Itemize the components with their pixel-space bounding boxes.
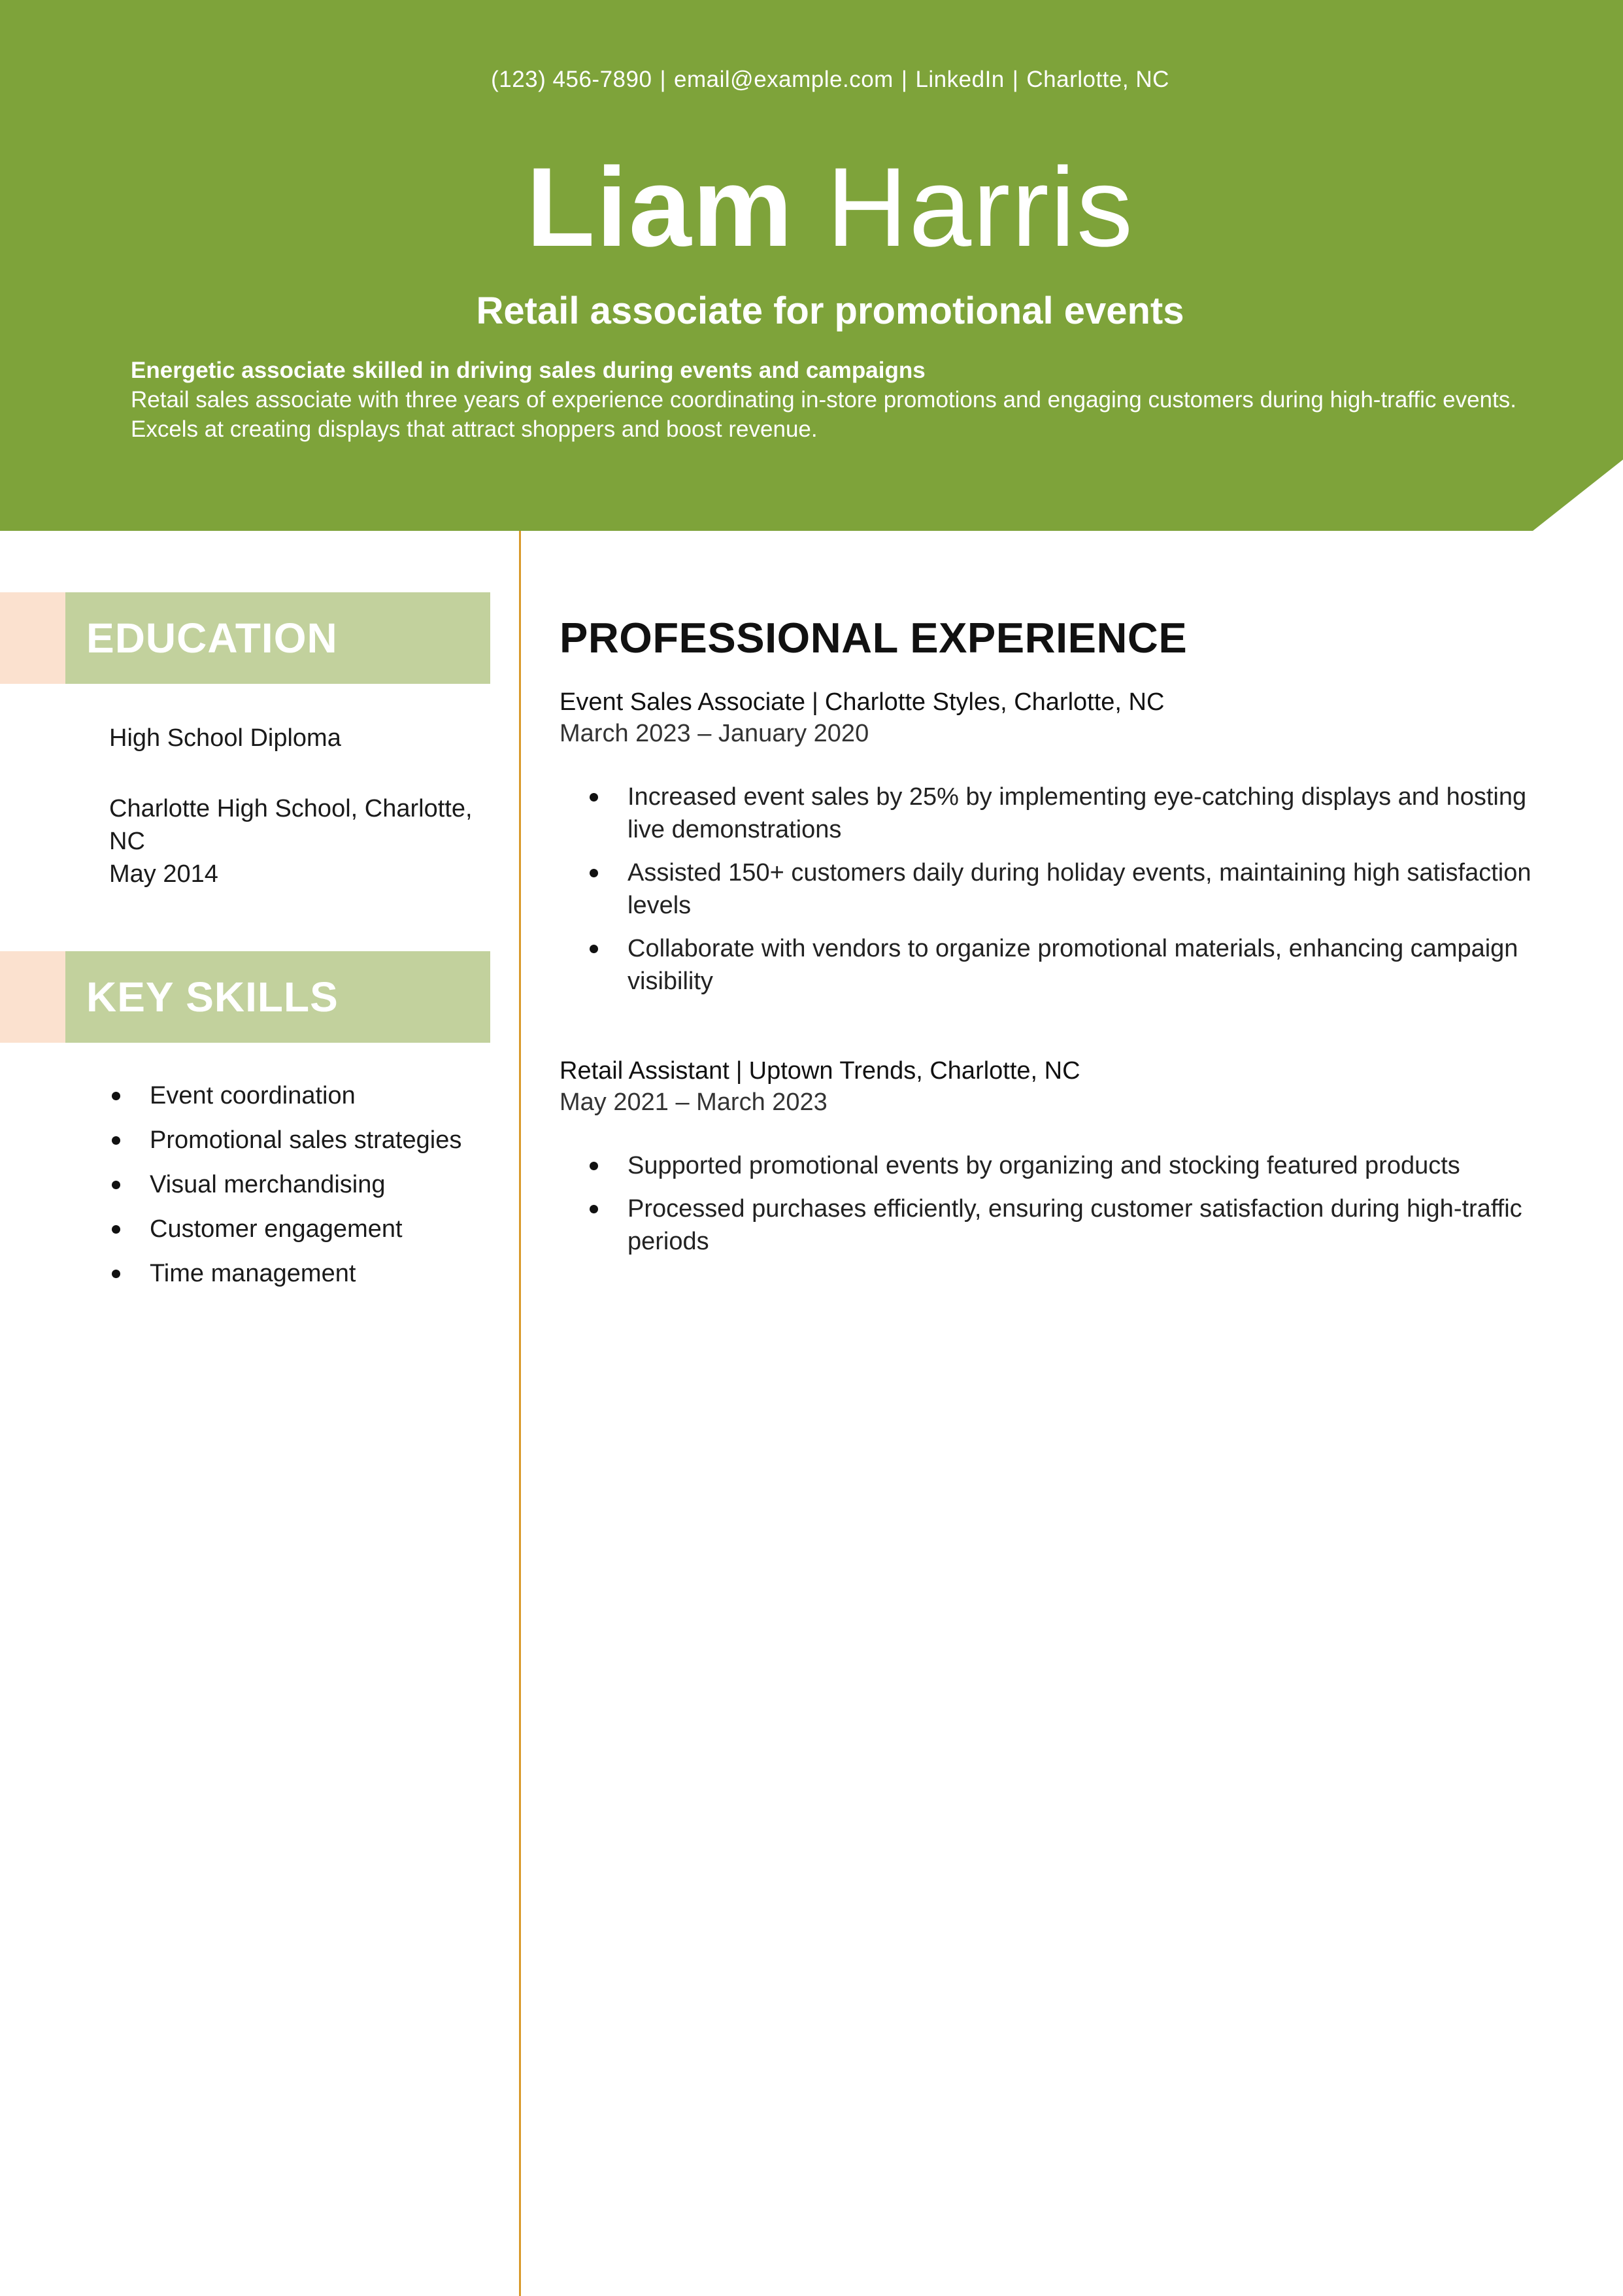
- section-accent-block: [0, 951, 65, 1043]
- candidate-name: [0, 145, 1623, 269]
- job-company: Uptown Trends, Charlotte, NC: [748, 1057, 1080, 1085]
- bullet-icon: [112, 1136, 120, 1145]
- bullet-icon: [590, 945, 598, 953]
- contact-linkedin: LinkedIn: [915, 67, 1005, 92]
- job-bullet: [560, 1149, 1553, 1182]
- bullet-icon: [112, 1270, 120, 1278]
- job-bullet: [560, 1192, 1553, 1258]
- bullet-icon: [112, 1225, 120, 1234]
- job-bullet-text: Collaborate with vendors to organize promotional materials, enhancing campaign visibility: [627, 935, 1518, 995]
- last-name: Harris: [826, 144, 1134, 270]
- contact-separator: |: [660, 67, 667, 92]
- job-dates: March 2023 – January 2020: [560, 720, 869, 747]
- job-role: Retail Assistant: [560, 1057, 729, 1085]
- contact-phone: (123) 456-7890: [491, 67, 652, 92]
- section-accent-block: [0, 592, 65, 684]
- skill-label: Visual merchandising: [150, 1171, 386, 1198]
- contact-line: [0, 67, 1623, 93]
- skill-label: Event coordination: [150, 1082, 356, 1109]
- bullet-icon: [112, 1181, 120, 1189]
- bullet-icon: [590, 1162, 598, 1170]
- skill-item: [109, 1257, 461, 1302]
- contact-separator: |: [901, 67, 908, 92]
- job-entry: [560, 686, 1553, 1008]
- job-entry: [560, 1055, 1553, 1268]
- summary-body: Retail sales associate with three years of experience coordinating in-store promotions and engaging customers during high-traffic events. Excels at creating displays that attract shoppers and boost revenue.: [131, 387, 1516, 442]
- job-header: [560, 686, 1553, 718]
- job-bullet-text: Processed purchases efficiently, ensuring customer satisfaction during high-traffic periods: [627, 1195, 1522, 1255]
- bullet-icon: [590, 869, 598, 877]
- job-role: Event Sales Associate: [560, 688, 805, 716]
- contact-location: Charlotte, NC: [1026, 67, 1169, 92]
- education-heading: EDUCATION: [86, 615, 338, 662]
- job-company: Charlotte Styles, Charlotte, NC: [824, 688, 1165, 716]
- experience-heading: PROFESSIONAL EXPERIENCE: [560, 614, 1188, 662]
- column-divider: [519, 531, 521, 2296]
- skill-item: [109, 1168, 461, 1213]
- first-name: Liam: [526, 144, 794, 270]
- job-separator: |: [735, 1057, 743, 1085]
- education-section-header: [0, 592, 490, 684]
- job-bullets: [560, 1149, 1553, 1258]
- skills-section-header: [0, 951, 490, 1043]
- bullet-icon: [590, 1205, 598, 1213]
- skills-heading: KEY SKILLS: [86, 973, 339, 1021]
- summary-headline: Energetic associate skilled in driving sales during events and campaigns: [131, 358, 926, 383]
- job-separator: |: [812, 688, 818, 716]
- resume-header: [0, 0, 1623, 531]
- skills-list: [109, 1079, 461, 1302]
- education-degree: High School Diploma: [109, 724, 341, 752]
- job-bullet-text: Assisted 150+ customers daily during holiday events, maintaining high satisfaction levels: [627, 859, 1531, 919]
- contact-email: email@example.com: [674, 67, 894, 92]
- contact-separator: |: [1012, 67, 1019, 92]
- skill-label: Promotional sales strategies: [150, 1126, 462, 1154]
- profile-summary: [131, 356, 1523, 444]
- job-bullet: [560, 781, 1553, 846]
- job-bullets: [560, 781, 1553, 998]
- bullet-icon: [590, 793, 598, 802]
- education-school: Charlotte High School, Charlotte, NC: [109, 795, 473, 855]
- skill-item: [109, 1079, 461, 1124]
- job-bullet: [560, 932, 1553, 998]
- skill-item: [109, 1213, 461, 1257]
- job-header: [560, 1055, 1553, 1087]
- job-dates: May 2021 – March 2023: [560, 1089, 828, 1116]
- skill-item: [109, 1124, 461, 1168]
- education-date: May 2014: [109, 860, 218, 888]
- job-bullet-text: Increased event sales by 25% by implementing eye-catching displays and hosting live demonstrations: [627, 783, 1527, 843]
- bullet-icon: [112, 1092, 120, 1100]
- target-job-title: Retail associate for promotional events: [476, 290, 1184, 332]
- skill-label: Time management: [150, 1260, 356, 1287]
- job-bullet: [560, 856, 1553, 922]
- job-bullet-text: Supported promotional events by organizing and stocking featured products: [627, 1152, 1460, 1179]
- skill-label: Customer engagement: [150, 1215, 403, 1243]
